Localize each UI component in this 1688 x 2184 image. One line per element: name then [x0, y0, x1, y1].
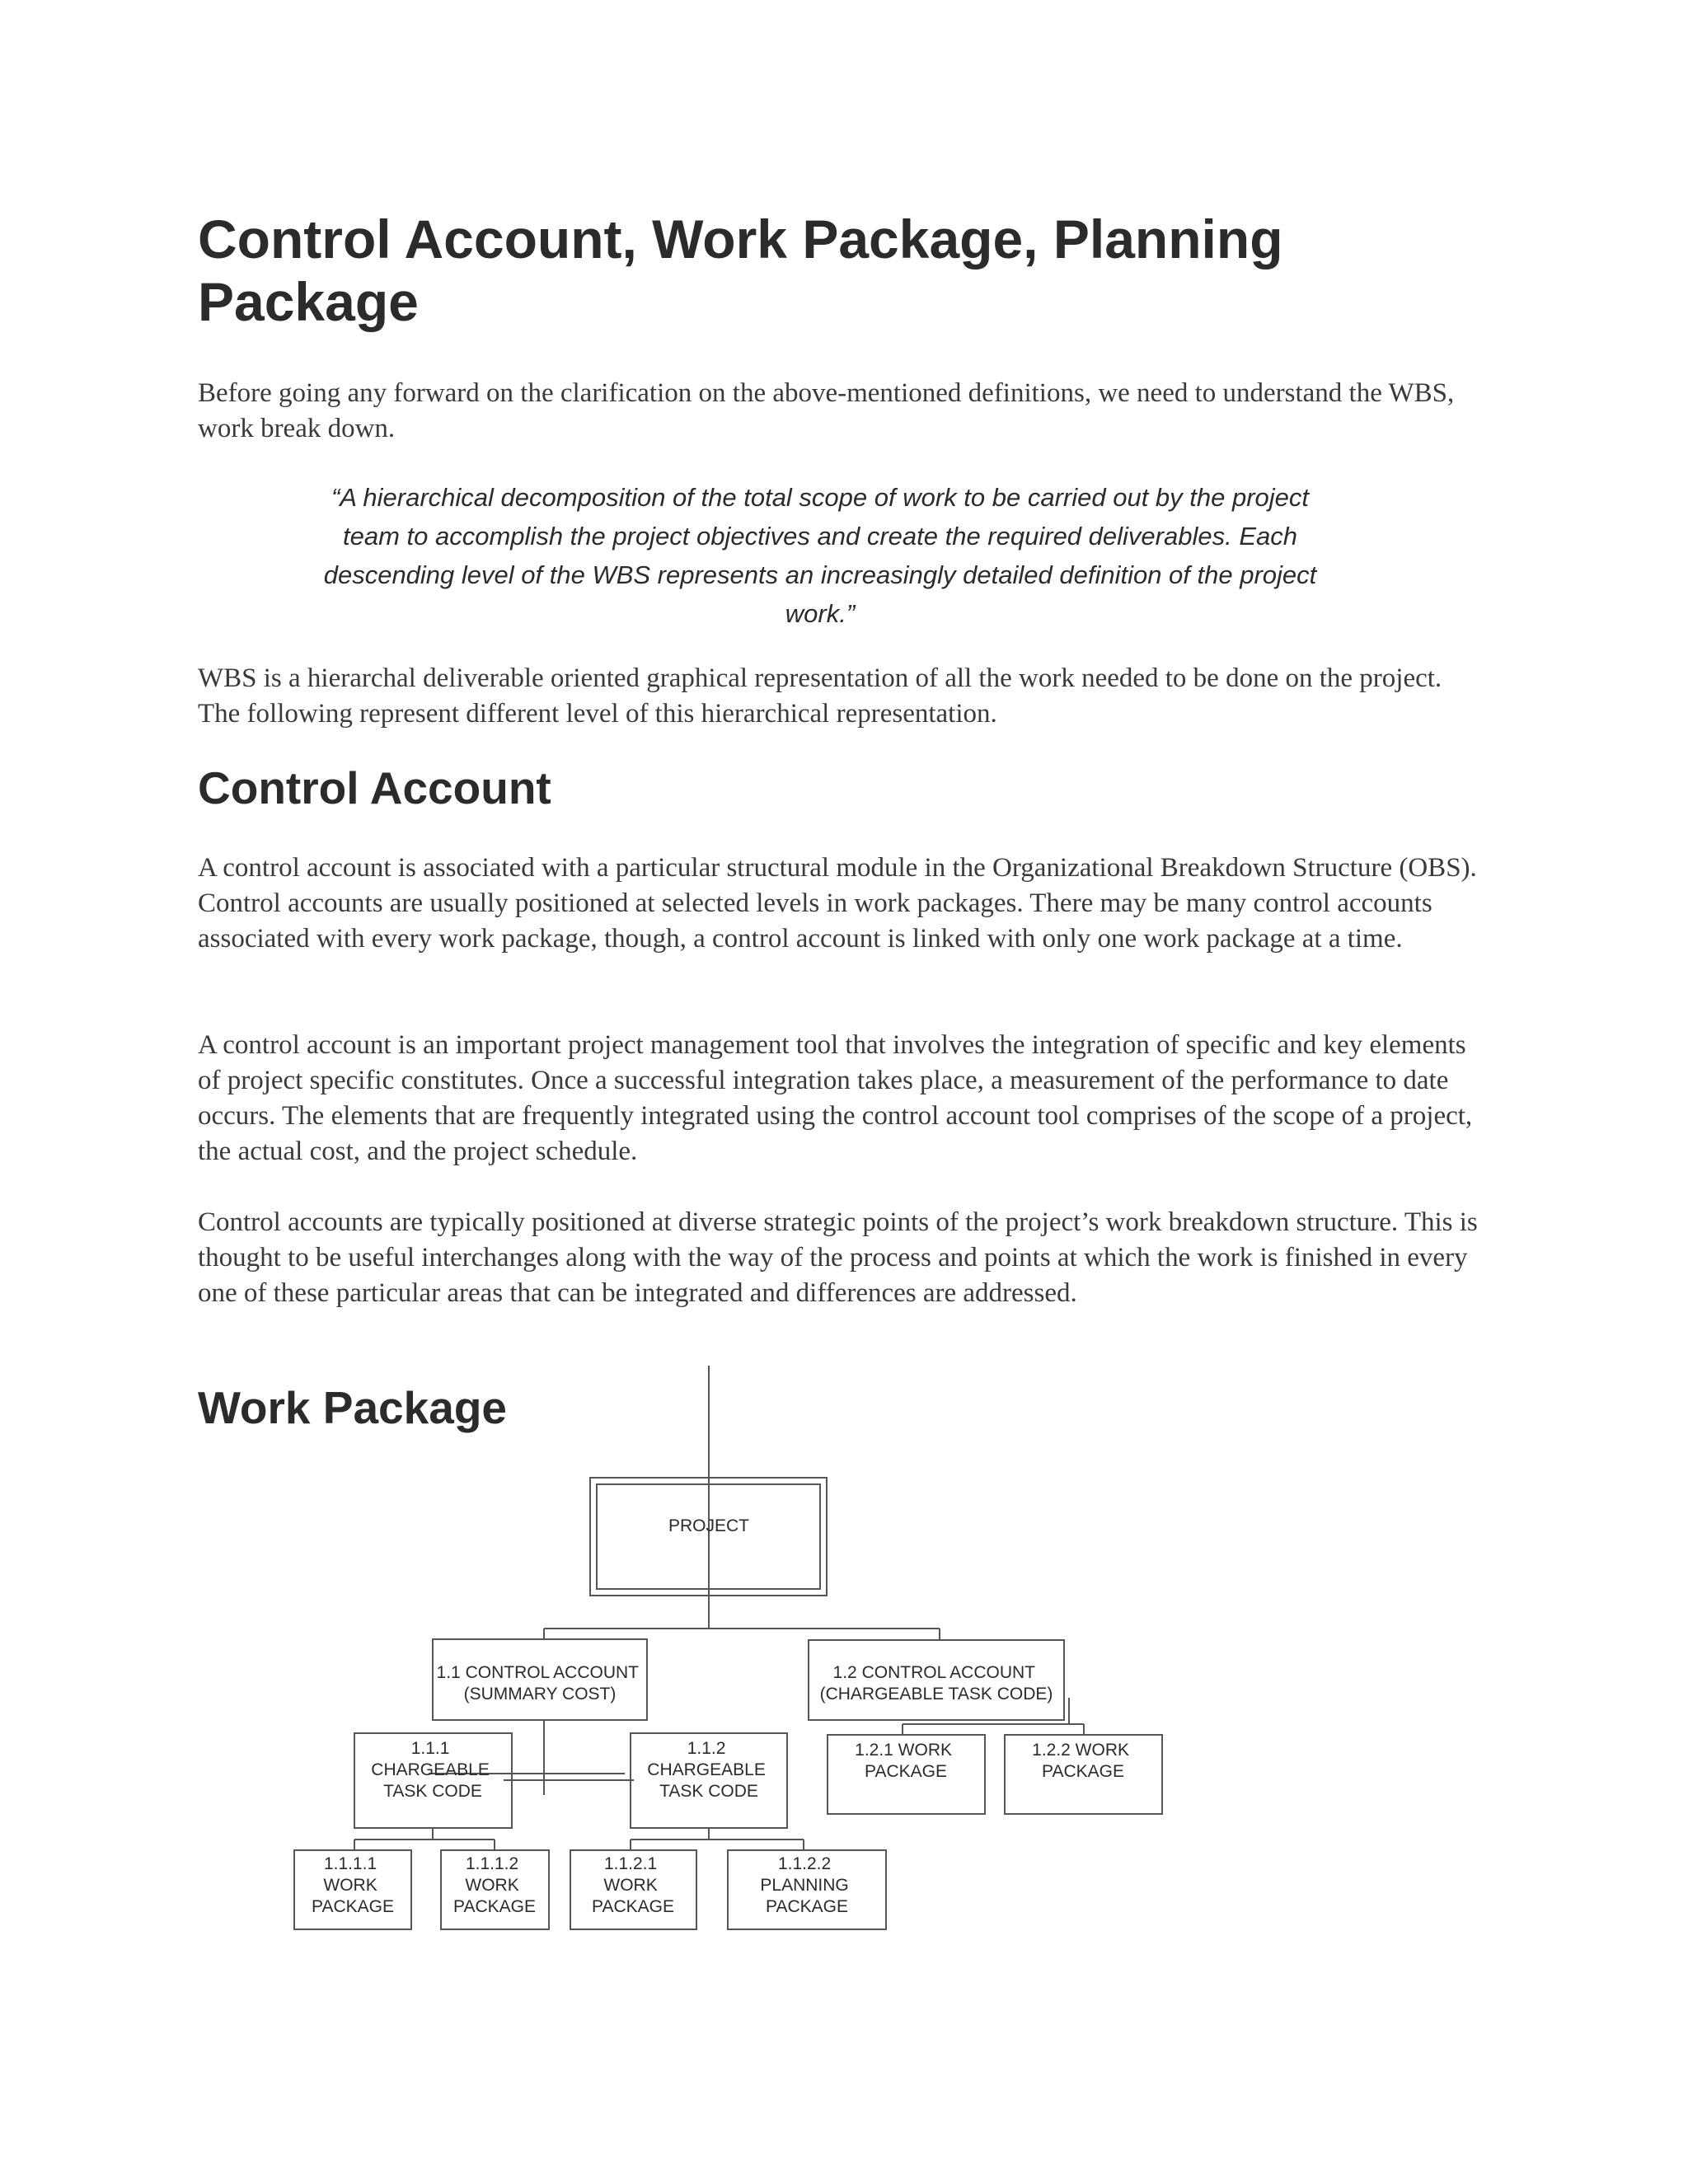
control-account-1-1-label: 1.1 CONTROL ACCOUNT (SUMMARY COST): [436, 1663, 639, 1704]
wbs-paragraph: WBS is a hierarchal deliverable oriented graphical representation of all the work needed to be done on the project. The following represent different level of this hierarchical representation.: [198, 663, 1442, 729]
work-package-1-1-1-2-label: 1.1.1.2 WORK PACKAGE: [453, 1854, 536, 1916]
control-account-paragraph-3: Control accounts are typically positioned at diverse strategic points of the project’s work breakdown structure. This is thought to be useful interchanges along with the way of the process and points at which the work is finished in every one of these particular areas that can be integrated and differences are addressed.: [198, 1207, 1478, 1308]
page-title: Control Account, Work Package, Planning Package: [198, 209, 1283, 332]
project-label: PROJECT: [668, 1516, 750, 1535]
wbs-definition-quote: “A hierarchical decomposition of the total scope of work to be carried out by the project team to accomplish the project objectives and create the required deliverables. Each descending level of the WBS represents an increasingly detailed definition of the project work.”: [323, 483, 1317, 628]
task-code-1-1-2-label: 1.1.2 CHARGEABLE TASK CODE: [647, 1739, 766, 1801]
control-account-paragraph-1: A control account is associated with a particular structural module in the Organizational Breakdown Structure (OBS). Control accounts are usually positioned at selected levels in work packages. There may be many control accounts associated with every work package, though, a control account is linked with only one work package at a time.: [198, 853, 1477, 954]
work-package-1-1-1-1-label: 1.1.1.1 WORK PACKAGE: [312, 1854, 394, 1916]
control-account-1-2-label: 1.2 CONTROL ACCOUNT (CHARGEABLE TASK CODE): [819, 1663, 1053, 1704]
task-code-1-1-1-label: 1.1.1 CHARGEABLE TASK CODE: [371, 1739, 490, 1801]
work-package-1-1-2-1-label: 1.1.2.1 WORK PACKAGE: [592, 1854, 674, 1916]
work-package-1-2-2-label: 1.2.2 WORK PACKAGE: [1032, 1741, 1130, 1781]
work-package-heading: Work Package: [198, 1382, 508, 1433]
planning-package-1-1-2-2-label: 1.1.2.2 PLANNING PACKAGE: [760, 1854, 849, 1916]
control-account-paragraph-2: A control account is an important project management tool that involves the integration of specific and key elements of project specific constitutes. Once a successful integration takes place, a measurement of the performance to date occurs. The elements that are frequently integrated using the control account tool comprises of the scope of a project, the actual cost, and the project schedule.: [198, 1030, 1473, 1166]
work-package-1-2-1-label: 1.2.1 WORK PACKAGE: [855, 1741, 953, 1781]
intro-paragraph: Before going any forward on the clarification on the above-mentioned definitions, we need to understand the WBS, work break down.: [198, 378, 1455, 443]
control-account-heading: Control Account: [198, 762, 551, 813]
